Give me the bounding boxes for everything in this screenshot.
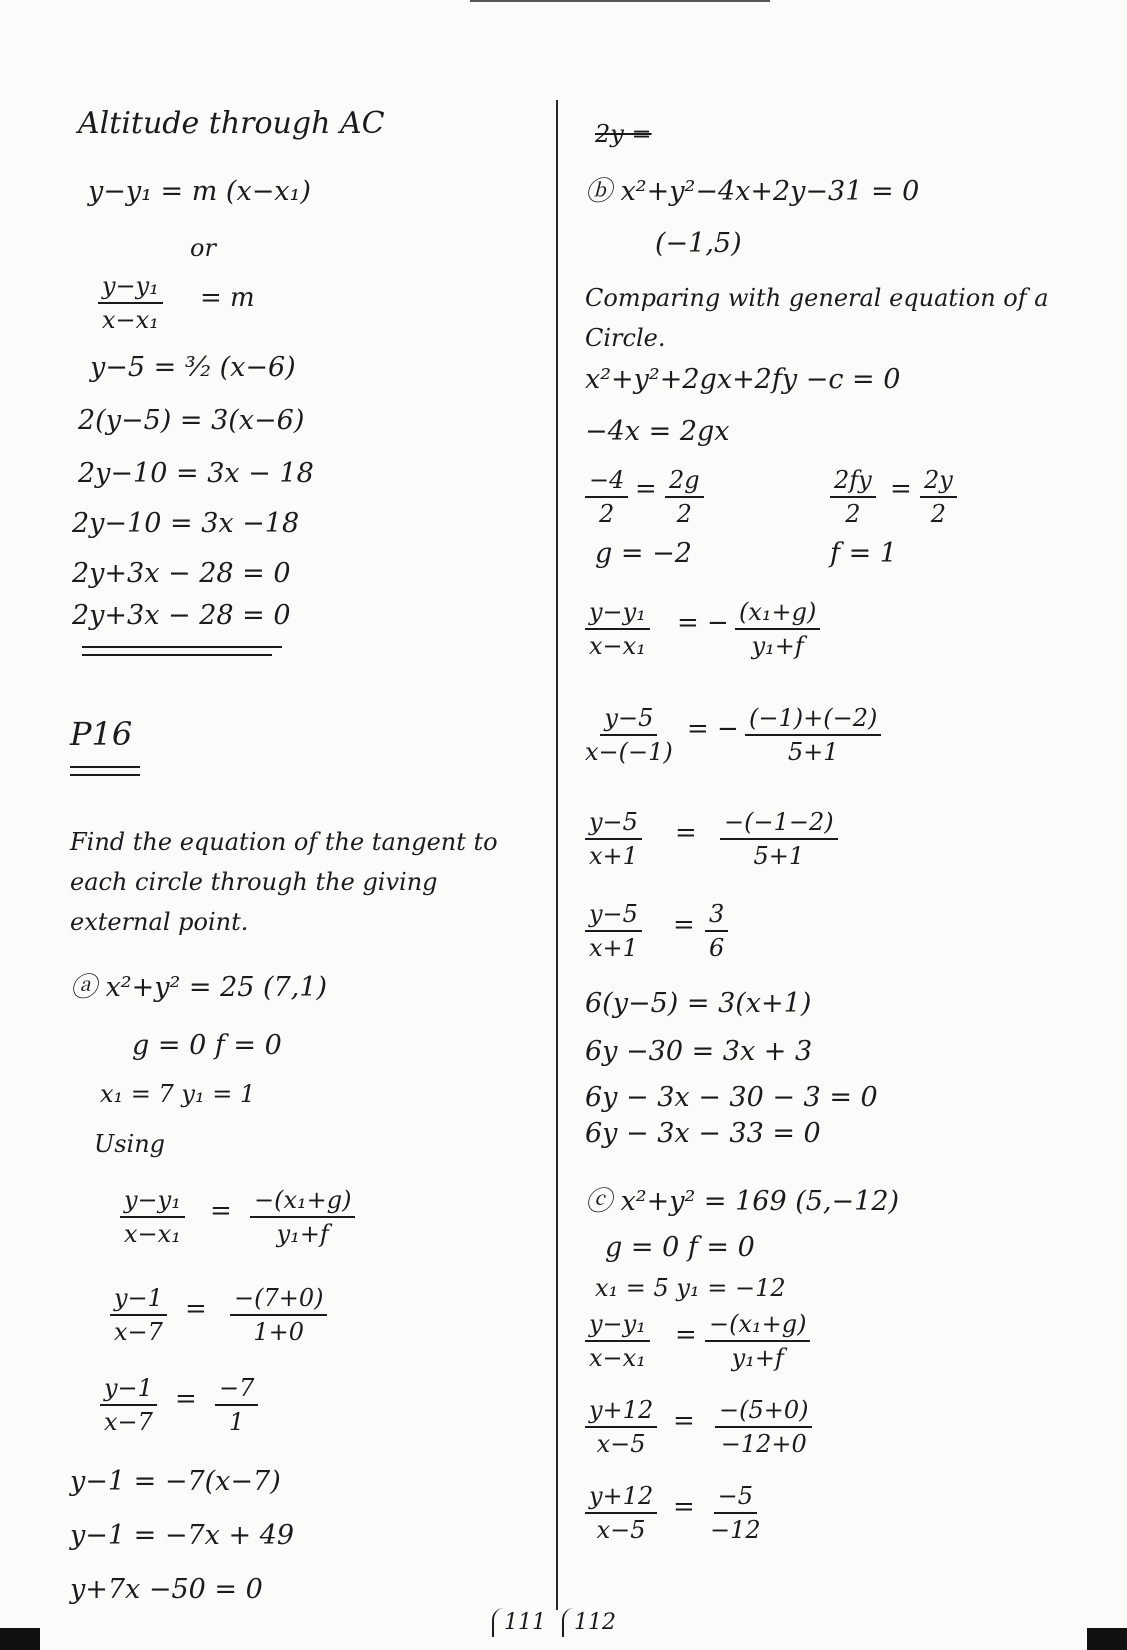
fraction-num: −7 [215,1374,258,1406]
equals-sign: = − [677,608,729,638]
fraction-den: y₁+f [276,1220,329,1248]
fraction-den: x−7 [114,1318,163,1346]
fraction-den: 2 [676,500,692,528]
fraction-slope [98,272,163,334]
formula-point-slope: y−y₁ = m (x−x₁) [88,176,311,207]
step-4: 2y−10 = 3x −18 [72,508,300,539]
part-b-point: (−1,5) [655,228,742,259]
f-value: f = 1 [830,538,897,569]
fraction-b2-left [830,466,876,528]
part-a-point: x₁ = 7 y₁ = 1 [100,1080,256,1108]
fraction-b6-right [705,900,728,962]
fraction-den: x−(−1) [585,738,673,766]
step-1: y−5 = ³⁄₂ (x−6) [90,352,296,383]
equals-sign: = [890,474,912,504]
fraction-b3-right [735,598,820,660]
step-6: 2y+3x − 28 = 0 [72,600,291,631]
comparing-text: Comparing with general equation of a [585,284,1049,312]
step-b9: 6(y−5) = 3(x+1) [585,988,812,1019]
fraction-num: y−5 [585,808,642,840]
fraction-b5-left [585,808,642,870]
fraction-den: 2 [599,500,615,528]
equals-sign: = [635,474,657,504]
fraction-num: 3 [705,900,728,932]
struck-out-text: 2y = [595,120,652,148]
part-b-title: ⓑ x²+y²−4x+2y−31 = 0 [585,176,920,207]
fraction-num: y−5 [585,900,642,932]
using-text: Using [94,1130,166,1158]
fraction-den: 1 [229,1408,245,1436]
fraction-den: 2 [845,500,861,528]
fraction-num: y−y₁ [585,598,650,630]
step-b12: 6y − 3x − 33 = 0 [585,1118,821,1149]
fraction-num: y+12 [585,1482,657,1514]
fraction-den: 1+0 [253,1318,305,1346]
fraction-c3-left [585,1482,657,1544]
column-divider [556,100,558,1610]
eq-m: = m [200,283,255,313]
fraction-c1-right [705,1310,810,1372]
part-a-gf: g = 0 f = 0 [132,1030,282,1061]
answer-underline [82,646,282,648]
g-value: g = −2 [595,538,692,569]
equals-sign: = [673,910,695,940]
part-a-title: ⓐ x²+y² = 25 (7,1) [70,972,328,1003]
equals-sign: = [673,1406,695,1436]
answer-underline-2 [82,654,272,656]
equals-sign: = [675,1320,697,1350]
fraction-a3-right [215,1374,258,1436]
fraction-num: 2y [920,466,957,498]
fraction-num: y−y₁ [98,272,163,304]
top-edge-line [470,0,770,2]
scan-corner-left [0,1628,40,1650]
fraction-c2-left [585,1396,657,1458]
fraction-den: x−x₁ [589,632,646,660]
heading-underline [70,766,140,768]
fraction-num: −(x₁+g) [250,1186,355,1218]
fraction-b2-right [920,466,957,528]
fraction-num: −4 [585,466,628,498]
general-equation: x²+y²+2gx+2fy −c = 0 [585,364,901,395]
fraction-den: −12 [710,1516,761,1544]
fraction-num: y−1 [110,1284,167,1316]
fraction-den: 6 [709,934,725,962]
step-2: 2(y−5) = 3(x−6) [78,405,305,436]
fraction-b5-right [720,808,838,870]
fraction-num: (x₁+g) [735,598,820,630]
fraction-den: 5+1 [753,842,805,870]
step-a6: y−1 = −7x + 49 [70,1520,295,1551]
heading-underline-2 [70,774,140,776]
fraction-num: −5 [714,1482,757,1514]
fraction-den: x−5 [596,1430,646,1458]
fraction-den: −12+0 [720,1430,807,1458]
fraction-b1-left [585,466,628,528]
page-number-right: 112 [562,1608,626,1637]
equals-sign: = [210,1196,232,1226]
fraction-num: y−y₁ [585,1310,650,1342]
fraction-den: x−5 [596,1516,646,1544]
equals-sign: = [185,1294,207,1324]
fraction-den: y₁+f [731,1344,784,1372]
fraction-num: y+12 [585,1396,657,1428]
fraction-b4-left [585,704,673,766]
question-line-2: each circle through the giving [70,868,438,896]
step-a7: y+7x −50 = 0 [70,1574,263,1605]
fraction-den: 2 [930,500,947,528]
fraction-c2-right [715,1396,812,1458]
fraction-den: x+1 [589,934,638,962]
fraction-a1-left [120,1186,185,1248]
circle-text: Circle. [585,324,666,352]
fraction-num: −(x₁+g) [705,1310,810,1342]
step-b6: −4x = 2gx [585,416,730,447]
problem-heading: P16 [70,715,133,753]
fraction-num: 2fy [830,466,876,498]
fraction-den: x−7 [104,1408,153,1436]
fraction-num: (−1)+(−2) [745,704,881,736]
fraction-b6-left [585,900,642,962]
equals-sign: = [675,818,697,848]
equals-sign: = [673,1492,695,1522]
fraction-c1-left [585,1310,650,1372]
scan-corner-right [1087,1628,1127,1650]
equals-sign: = [175,1384,197,1414]
fraction-num: −(−1−2) [720,808,838,840]
fraction-num: −(7+0) [230,1284,327,1316]
fraction-a2-right [230,1284,327,1346]
fraction-c3-right [710,1482,761,1544]
fraction-num: 2g [665,466,704,498]
fraction-num: y−y₁ [120,1186,185,1218]
step-b10: 6y −30 = 3x + 3 [585,1036,813,1067]
equals-sign: = − [687,714,739,744]
fraction-den: y₁+f [751,632,804,660]
fraction-den: x+1 [589,842,638,870]
fraction-b1-right [665,466,704,528]
part-c-title: ⓒ x²+y² = 169 (5,−12) [585,1186,900,1217]
part-c-point: x₁ = 5 y₁ = −12 [595,1274,786,1302]
fraction-den: x−x₁ [102,306,159,334]
fraction-num: y−5 [600,704,657,736]
step-3: 2y−10 = 3x − 18 [78,458,314,489]
step-b11: 6y − 3x − 30 − 3 = 0 [585,1082,878,1113]
question-line-1: Find the equation of the tangent to [70,828,498,856]
fraction-a3-left [100,1374,157,1436]
fraction-a2-left [110,1284,167,1346]
fraction-den: x−x₁ [124,1220,181,1248]
fraction-den: x−x₁ [589,1344,646,1372]
fraction-num: y−1 [100,1374,157,1406]
question-line-3: external point. [70,908,249,936]
step-a5: y−1 = −7(x−7) [70,1466,281,1497]
page-number-left: 111 [492,1608,556,1637]
fraction-b4-right [745,704,881,766]
part-c-gf: g = 0 f = 0 [605,1232,755,1263]
fraction-num: −(5+0) [715,1396,812,1428]
fraction-den: 5+1 [787,738,839,766]
fraction-a1-right [250,1186,355,1248]
step-5: 2y+3x − 28 = 0 [72,558,291,589]
or-text: or [190,234,216,262]
left-title: Altitude through AC [78,106,385,141]
fraction-b3-left [585,598,650,660]
